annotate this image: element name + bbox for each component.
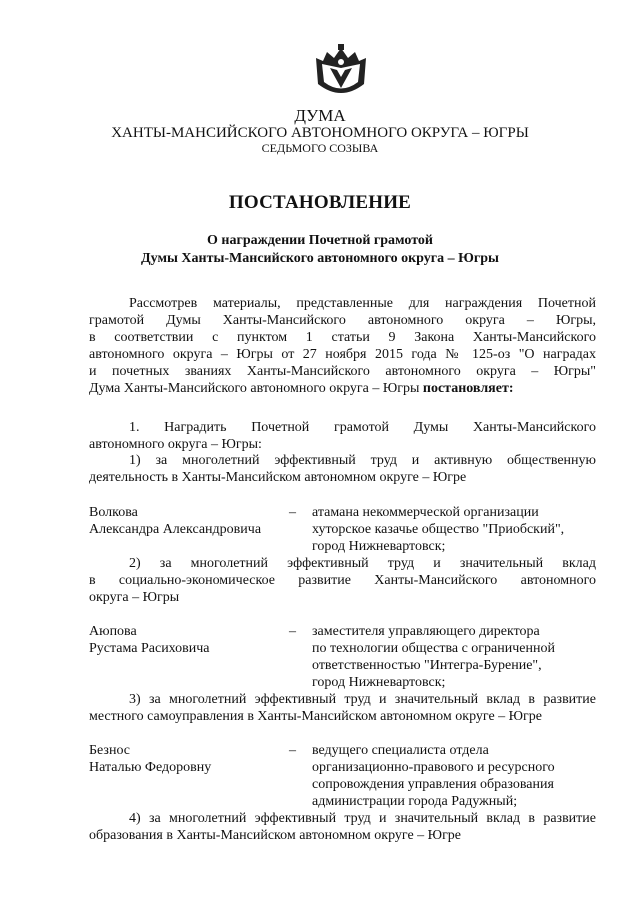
section-heading: округа – Югры [89, 590, 180, 605]
dash: – [289, 743, 296, 758]
section-heading: в социально-экономическое развитие Ханты-Мансийского автономного [89, 573, 596, 588]
person-position: город Нижневартовск; [312, 539, 446, 554]
person-surname: Безнос [89, 743, 131, 758]
section-heading: местного самоуправления в Ханты-Мансийском автономном округе – Югре [89, 709, 542, 724]
preamble-line: Рассмотрев материалы, представленные для награждения Почетной [129, 296, 596, 311]
section-heading: 1) за многолетний эффективный труд и активную общественную [129, 453, 596, 468]
person-position: ответственностью "Интегра-Бурение", [312, 658, 542, 673]
preamble-last-line: Дума Ханты-Мансийского автономного округа – Югры постановляет: [89, 381, 514, 396]
person-name: Наталью Федоровну [89, 760, 212, 775]
dash: – [289, 624, 296, 639]
person-position: организационно-правового и ресурсного [312, 760, 555, 775]
section-heading: 4) за многолетний эффективный труд и значительный вклад в развитие [129, 811, 596, 826]
subject-line-2: Думы Ханты-Мансийского автономного округа – Югры [141, 251, 499, 266]
person-position: город Нижневартовск; [312, 675, 446, 690]
preamble-line: автономного округа – Югры от 27 ноября 2015 года № 125-оз "О наградах [89, 347, 596, 362]
document-type: ПОСТАНОВЛЕНИЕ [228, 192, 412, 213]
person-surname: Волкова [89, 505, 138, 520]
item-1-line: 1. Наградить Почетной грамотой Думы Ханты-Мансийского [129, 420, 596, 435]
preamble-line: грамотой Думы Ханты-Мансийского автономного округа – Югры, [89, 313, 596, 328]
person-position: ведущего специалиста отдела [312, 743, 489, 758]
person-name: Рустама Расиховича [89, 641, 210, 656]
person-position: атамана некоммерческой организации [312, 505, 539, 520]
decides-word: постановляет: [422, 381, 514, 396]
person-surname: Аюпова [89, 624, 137, 639]
section-heading: образования в Ханты-Мансийском автономном округе – Югре [89, 828, 462, 843]
item-1-line: автономного округа – Югры: [89, 437, 262, 452]
person-name: Александра Александровича [89, 522, 262, 537]
preamble-line: и почетных званиях Ханты-Мансийского автономного округа – Югры" [89, 364, 596, 379]
person-position: заместителя управляющего директора [312, 624, 540, 639]
section-heading: 2) за многолетний эффективный труд и значительный вклад [129, 556, 596, 571]
person-position: по технологии общества с ограниченной [312, 641, 555, 656]
org-name: ДУМА [294, 106, 346, 125]
region-name: ХАНТЫ-МАНСИЙСКОГО АВТОНОМНОГО ОКРУГА – ЮГРЫ [111, 125, 529, 141]
convocation: СЕДЬМОГО СОЗЫВА [261, 141, 379, 155]
person-position: хуторское казачье общество "Приобский", [312, 522, 565, 537]
dash: – [289, 505, 296, 520]
section-heading: 3) за многолетний эффективный труд и значительный вклад в развитие [129, 692, 596, 707]
person-position: администрации города Радужный; [312, 794, 518, 809]
subject-line-1: О награждении Почетной грамотой [207, 233, 433, 248]
coat-of-arms-emblem [312, 44, 370, 102]
preamble-line: в соответствии с пунктом 1 статьи 9 Закона Ханты-Мансийского [89, 330, 596, 345]
section-heading: деятельность в Ханты-Мансийском автономном округе – Югре [89, 470, 467, 485]
person-position: сопровождения управления образования [312, 777, 554, 792]
